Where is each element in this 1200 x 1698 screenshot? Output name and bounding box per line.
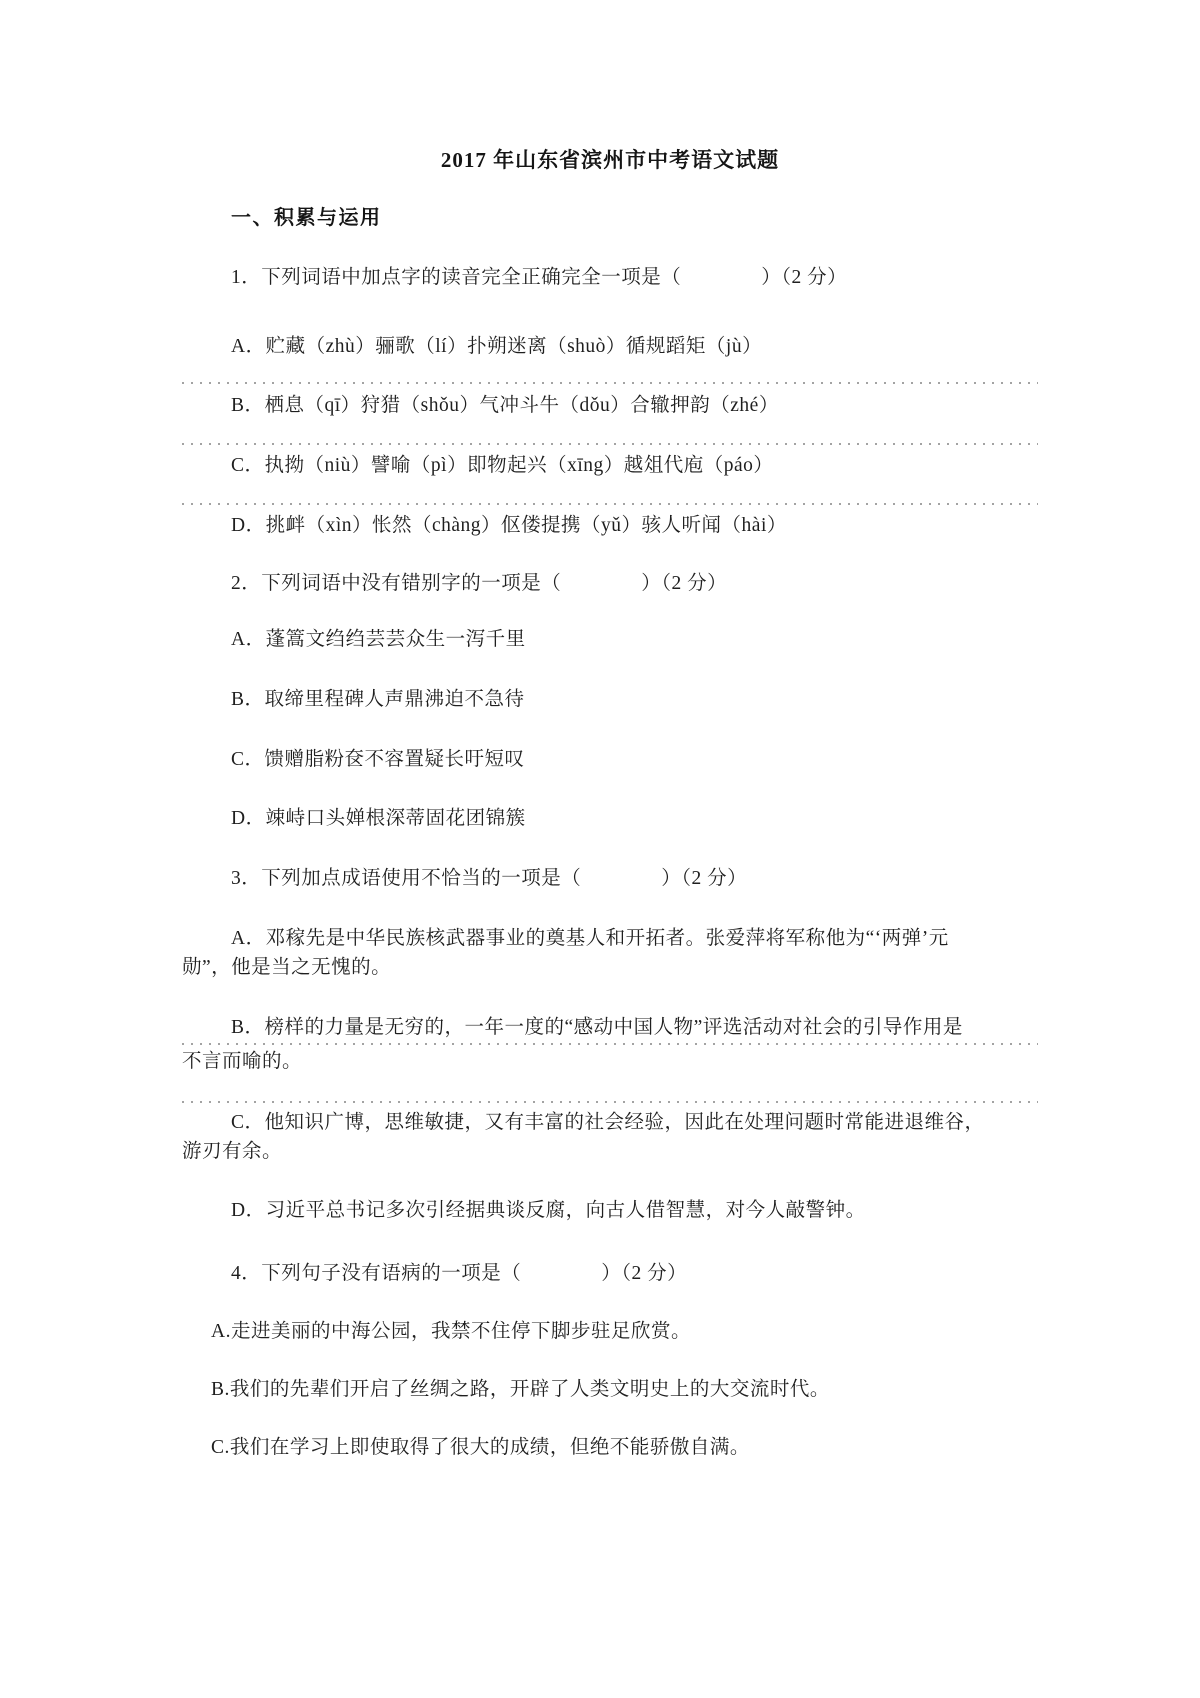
question-1-option-d: D．挑衅（xìn）怅然（chàng）伛偻提携（yǔ）骇人听闻（hài） xyxy=(231,515,787,536)
question-2-option-c: C．馈赠脂粉奁不容置疑长吁短叹 xyxy=(231,749,525,770)
question-3-option-b-line2: 不言而喻的。 xyxy=(182,1051,303,1072)
question-3-option-a-line2: 勋”，他是当之无愧的。 xyxy=(182,957,392,978)
dotted-separator xyxy=(182,1043,1038,1045)
exam-title: 2017 年山东省滨州市中考语文试题 xyxy=(440,148,780,172)
question-4-option-b: B.我们的先辈们开启了丝绸之路，开辟了人类文明史上的大交流时代。 xyxy=(211,1379,830,1400)
dotted-separator xyxy=(182,443,1038,445)
question-3-option-a-line1: A．邓稼先是中华民族核武器事业的奠基人和开拓者。张爱萍将军称他为“‘两弹’元 xyxy=(231,928,949,949)
question-2-option-d: D．竦峙口头婵根深蒂固花团锦簇 xyxy=(231,808,526,829)
question-1-option-a: A．贮藏（zhù）骊歌（lí）扑朔迷离（shuò）循规蹈矩（jù） xyxy=(231,336,763,357)
question-2-option-a: A．蓬篙文绉绉芸芸众生一泻千里 xyxy=(231,629,526,650)
dotted-separator xyxy=(182,382,1038,384)
question-3-option-d: D．习近平总书记多次引经据典谈反腐，向古人借智慧，对今人敲警钟。 xyxy=(231,1200,866,1221)
question-4-option-a: A.走进美丽的中海公园，我禁不住停下脚步驻足欣赏。 xyxy=(211,1321,691,1342)
question-2-option-b: B．取缔里程碑人声鼎沸迫不急待 xyxy=(231,689,525,710)
question-1-option-b: B．栖息（qī）狩猎（shǒu）气冲斗牛（dǒu）合辙押韵（zhé） xyxy=(231,395,779,416)
section-heading: 一、积累与运用 xyxy=(231,207,382,229)
question-4-option-c: C.我们在学习上即使取得了很大的成绩，但绝不能骄傲自满。 xyxy=(211,1437,750,1458)
question-3-stem: 3．下列加点成语使用不恰当的一项是（ ）（2 分） xyxy=(231,868,748,889)
dotted-separator xyxy=(182,1101,1038,1103)
question-1-option-c: C．执拗（niù）譬喻（pì）即物起兴（xīng）越俎代庖（páo） xyxy=(231,455,774,476)
question-2-stem: 2．下列词语中没有错别字的一项是（ ）（2 分） xyxy=(231,573,728,594)
question-3-option-c-line1: C．他知识广博，思维敏捷，又有丰富的社会经验，因此在处理问题时常能进退维谷， xyxy=(231,1112,985,1133)
question-1-stem: 1．下列词语中加点字的读音完全正确完全一项是（ ）（2 分） xyxy=(231,267,848,288)
dotted-separator xyxy=(182,503,1038,505)
question-3-option-c-line2: 游刃有余。 xyxy=(182,1141,283,1162)
question-3-option-b-line1: B．榜样的力量是无穷的，一年一度的“感动中国人物”评选活动对社会的引导作用是 xyxy=(231,1017,963,1038)
question-4-stem: 4．下列句子没有语病的一项是（ ）（2 分） xyxy=(231,1263,688,1284)
